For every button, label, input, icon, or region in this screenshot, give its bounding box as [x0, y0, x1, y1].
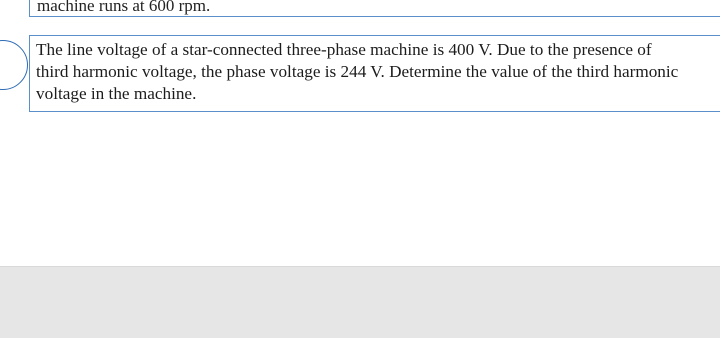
problem-line-3: voltage in the machine.	[36, 84, 197, 103]
problem-box	[29, 35, 720, 112]
previous-problem-text: machine runs at 600 rpm.	[37, 0, 211, 15]
previous-problem-box	[29, 0, 720, 17]
problem-statement	[36, 39, 720, 105]
problem-line-2: third harmonic voltage, the phase voltage is 244 V. Determine the value of the third harmonic	[36, 62, 679, 81]
problem-number-marker	[0, 40, 28, 90]
problem-line-1: The line voltage of a star-connected three-phase machine is 400 V. Due to the presence of	[36, 40, 652, 59]
viewer-bottom-bar	[0, 266, 720, 338]
